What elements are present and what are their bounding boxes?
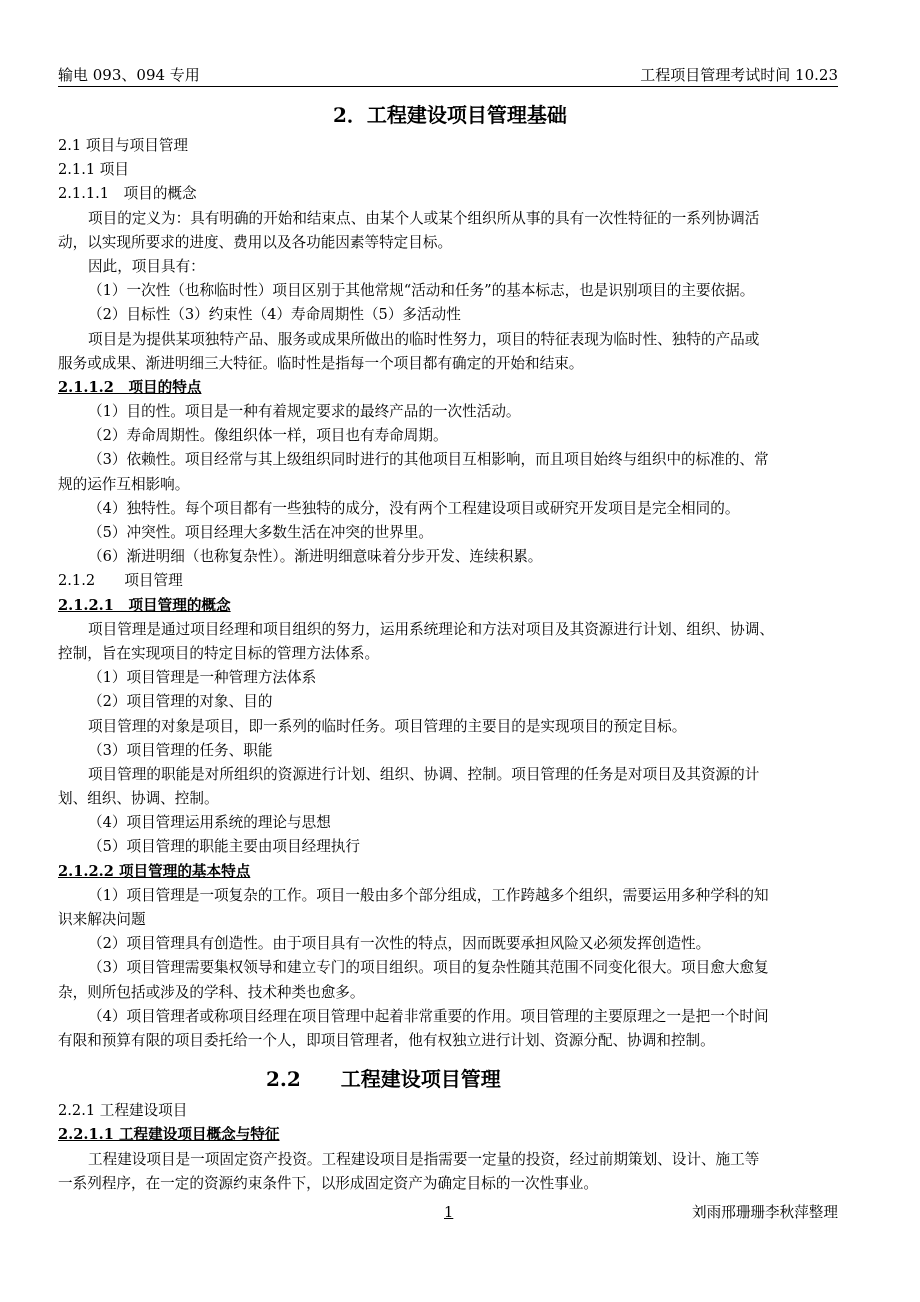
list-item: （3）项目管理需要集权领导和建立专门的项目组织。项目的复杂性随其范围不同变化很大。项目愈大愈复 <box>88 959 769 977</box>
subsection-heading: 2.1.1 项目 <box>58 161 129 179</box>
paragraph-line: 识来解决问题 <box>58 911 146 928</box>
paragraph-line: 控制，旨在实现项目的特定目标的管理方法体系。 <box>58 644 380 662</box>
section-title-2-2: 2.2 工程建设项目管理 <box>266 1067 501 1092</box>
list-item: （2）项目管理的对象、目的 <box>88 693 273 711</box>
list-item: （4）项目管理运用系统的理论与思想 <box>88 814 331 832</box>
paragraph-line: 有限和预算有限的项目委托给一个人，即项目管理者，他有权独立进行计划、资源分配、协调和控制。 <box>58 1031 715 1049</box>
list-item: （1）一次性（也称临时性）项目区别于其他常规“活动和任务”的基本标志，也是识别项目的主要依据。 <box>88 282 755 300</box>
footer-credit: 刘雨邢珊珊李秋萍整理 <box>692 1204 838 1221</box>
heading-text: 2.2.1.1 工程建设项目概念与特征 <box>58 1126 280 1144</box>
heading-pm-features <box>58 860 838 884</box>
list-item: （1）项目管理是一种管理方法体系 <box>88 669 317 687</box>
header-right: 工程项目管理考试时间 10.23 <box>640 66 838 84</box>
page-number: 1 <box>444 1204 454 1221</box>
paragraph-line: 服务或成果、渐进明细三大特征。临时性是指每一个项目都有确定的开始和结束。 <box>58 354 584 372</box>
subsection-heading: 2.2.1 工程建设项目 <box>58 1102 188 1120</box>
list-item: （1）项目管理是一项复杂的工作。项目一般由多个部分组成，工作跨越多个组织，需要运用多种学科的知 <box>88 886 769 904</box>
list-item: （5）项目管理的职能主要由项目经理执行 <box>88 838 360 856</box>
paragraph-line: 杂，则所包括或涉及的学科、技术种类也愈多。 <box>58 983 365 1001</box>
paragraph-line: 项目管理的对象是项目，即一系列的临时任务。项目管理的主要目的是实现项目的预定目标。 <box>88 717 687 735</box>
paragraph-line: 项目是为提供某项独特产品、服务或成果所做出的临时性努力，项目的特征表现为临时性、独特的产品或 <box>88 330 760 348</box>
list-item: （5）冲突性。项目经理大多数生活在冲突的世界里。 <box>88 524 433 541</box>
list-item: （3）项目管理的任务、职能 <box>88 741 273 759</box>
chapter-title: 2．工程建设项目管理基础 <box>333 103 567 127</box>
paragraph-line: 划、组织、协调、控制。 <box>58 790 219 808</box>
paragraph-line: 动，以实现所要求的进度、费用以及各功能因素等特定目标。 <box>58 233 453 251</box>
list-item: （4）项目管理者或称项目经理在项目管理中起着非常重要的作用。项目管理的主要原理之一是把一个时间 <box>88 1007 769 1025</box>
page-body <box>58 98 838 1196</box>
list-item: （2）目标性（3）约束性（4）寿命周期性（5）多活动性 <box>88 306 461 324</box>
heading-construction-project-concept <box>58 1123 838 1147</box>
list-item: （2）项目管理具有创造性。由于项目具有一次性的特点，因而既要承担风险又必须发挥创造性。 <box>88 935 711 953</box>
list-item: （2）寿命周期性。像组织体一样，项目也有寿命周期。 <box>88 427 448 445</box>
page-header <box>58 64 838 87</box>
paragraph-line: 项目管理的职能是对所组织的资源进行计划、组织、协调、控制。项目管理的任务是对项目及其资源的计 <box>88 765 760 783</box>
paragraph-line: 工程建设项目是一项固定资产投资。工程建设项目是指需要一定量的投资，经过前期策划、设计、施工等 <box>88 1150 760 1168</box>
paragraph-line: 项目的定义为：具有明确的开始和结束点、由某个人或某个组织所从事的具有一次性特征的一系列协调活 <box>88 209 760 227</box>
list-item: （4）独特性。每个项目都有一些独特的成分，没有两个工程建设项目或研究开发项目是完全相同的。 <box>88 499 740 517</box>
heading-text: 2.1.1.2 项目的特点 <box>58 378 202 396</box>
heading-pm-concept <box>58 594 838 618</box>
heading-text: 2.1.2.2 项目管理的基本特点 <box>58 862 251 880</box>
page-footer <box>58 1202 838 1224</box>
paragraph-line: 项目管理是通过项目经理和项目组织的努力，运用系统理论和方法对项目及其资源进行计划、组织、协调、 <box>88 620 774 638</box>
list-item: （1）目的性。项目是一种有着规定要求的最终产品的一次性活动。 <box>88 403 521 421</box>
paragraph-line: 一系列程序，在一定的资源约束条件下，以形成固定资产为确定目标的一次性事业。 <box>58 1174 598 1192</box>
heading-project-features <box>58 376 838 400</box>
list-item: （3）依赖性。项目经常与其上级组织同时进行的其他项目互相影响，而且项目始终与组织中的标准的、常 <box>88 451 769 469</box>
paragraph-line: 规的运作互相影响。 <box>58 475 190 493</box>
header-left: 输电 093、094 专用 <box>58 66 200 84</box>
subsection-heading: 2.1.2 项目管理 <box>58 572 183 590</box>
heading-text: 2.1.2.1 项目管理的概念 <box>58 596 231 614</box>
list-item: （6）渐进明细（也称复杂性）。渐进明细意味着分步开发、连续积累。 <box>88 548 543 566</box>
paragraph-line: 因此，项目具有： <box>88 257 205 275</box>
subsubsection-heading: 2.1.1.1 项目的概念 <box>58 185 197 203</box>
section-heading: 2.1 项目与项目管理 <box>58 137 189 154</box>
